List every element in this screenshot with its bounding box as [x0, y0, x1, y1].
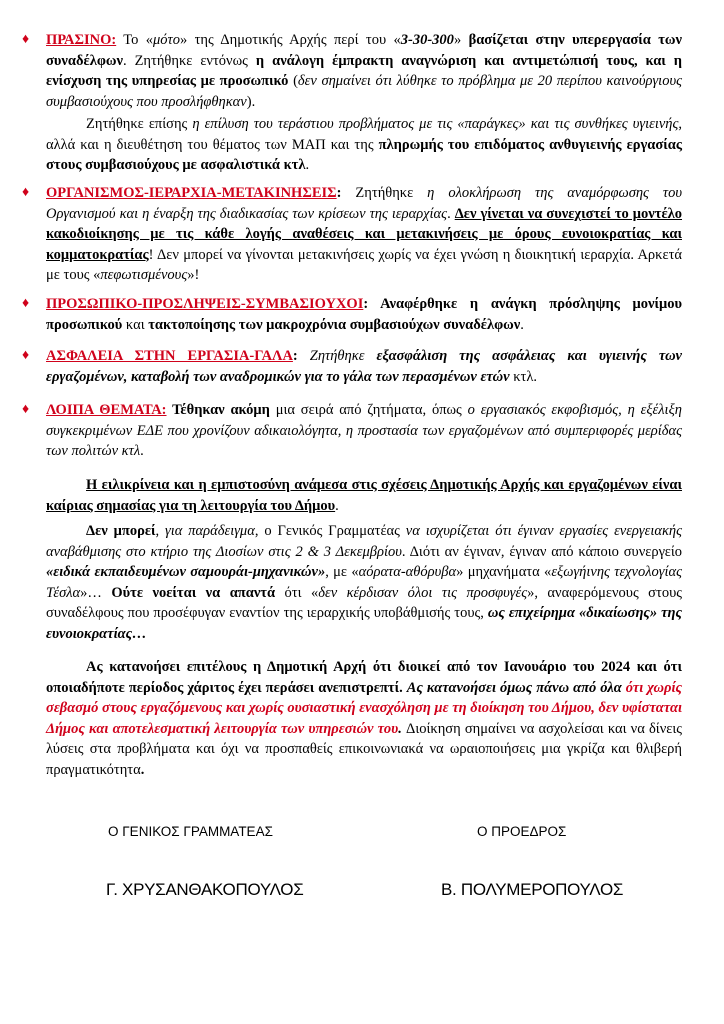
- section-prasino-paragraph-2: Ζητήθηκε επίσης η επίλυση του τεράστιου προβλήματος με τις «παράγκες» και τις συνθήκες υγιεινής, αλλά και η διευθέτηση του θέματος των ΜΑΠ και της πληρωμής του επιδόματος ανθυγιεινής εργασίας στους συμβασιούχους με ασφαλιστικά κτλ.: [46, 116, 682, 173]
- diamond-bullet-icon: ♦: [22, 348, 30, 363]
- section-heading: ΛΟΙΠΑ ΘΕΜΑΤΑ:: [46, 402, 167, 418]
- signature-title-secretary: Ο ΓΕΝΙΚΟΣ ΓΡΑΜΜΑΤΕΑΣ: [108, 824, 273, 839]
- section-prasino: ♦ ΠΡΑΣΙΝΟ: Το «μότο» της Δημοτικής Αρχής περί του «3-30-300» βασίζεται στην υπερεργασία των συναδέλφων. Ζητήθηκε εντόνως η ανάλογη έμπρακτη αναγνώριση και αντιμετώπισή τους, και η ενίσχυση της υπηρεσίας με προσωπικό (δεν σημαίνει ότι λύθηκε το πρόβλημα με 20 περίπου καινούργιους συμβασιούχους που προσλήφθηκαν).: [22, 32, 682, 110]
- final-paragraph: Ας κατανοήσει επιτέλους η Δημοτική Αρχή ότι διοικεί από τον Ιανουάριο του 2024 και ότι οποιαδήποτε περίοδος χάριτος έχει περάσει ανεπιστρεπτί. Ας κατανοήσει όμως πάνω από όλα ότι χωρίς σεβασμό στους εργαζόμενους και χωρίς ουσιαστική ενασχόληση με τη διοίκηση του Δήμου, δεν υφίσταται Δήμος και αποτελεσματική λειτουργία των υπηρεσιών του. Διοίκηση σημαίνει να ασχολείσαι και να δίνεις λύσεις στα προβλήματα και όχι να προσπαθείς επικοινωνιακά να ωραιοποιήσεις μια γκρίζα και θλιβερή πραγματικότητα.: [46, 659, 682, 778]
- section-heading: ΠΡΑΣΙΝΟ:: [46, 32, 117, 48]
- signature-name-president: Β. ΠΟΛΥΜΕΡΟΠΟΥΛΟΣ: [441, 880, 624, 899]
- diamond-bullet-icon: ♦: [22, 185, 30, 200]
- signature-title-president: Ο ΠΡΟΕΔΡΟΣ: [477, 824, 567, 839]
- section-organismos: ♦ ΟΡΓΑΝΙΣΜΟΣ-ΙΕΡΑΡΧΙΑ-ΜΕΤΑΚΙΝΗΣΕΙΣ: Ζητήθηκε η ολοκλήρωση της αναμόρφωσης του Οργανισμού και η έναρξη της διαδικασίας των κρίσεων της ιεραρχίας. Δεν γίνεται να συνεχιστεί το μοντέλο κακοδιοίκησης με τις κάθε λογής αναθέσεις και μετακινήσεις με όρους ευνοιοκρατίας και κομματοκρατίας! Δεν μπορεί να γίνονται μετακινήσεις χωρίς να έχει γνώση η διοικητική ιεραρχία. Αρκετά με τους «πεφωτισμένους»!: [22, 185, 683, 283]
- signature-name-secretary: Γ. ΧΡΥΣΑΝΘΑΚΟΠΟΥΛΟΣ: [106, 880, 304, 899]
- section-heading: ΑΣΦΑΛΕΙΑ ΣΤΗΝ ΕΡΓΑΣΙΑ-ΓΑΛΑ: [46, 348, 293, 364]
- section-heading: ΟΡΓΑΝΙΣΜΟΣ-ΙΕΡΑΡΧΙΑ-ΜΕΤΑΚΙΝΗΣΕΙΣ: [46, 185, 337, 201]
- diamond-bullet-icon: ♦: [22, 32, 30, 47]
- section-prosopiko: ♦ ΠΡΟΣΩΠΙΚΟ-ΠΡΟΣΛΗΨΕΙΣ-ΣΥΜΒΑΣΙΟΥΧΟΙ: Αναφέρθηκε η ανάγκη πρόσληψης μονίμου προσωπικού και τακτοποίησης των μακροχρόνια συμβασιούχων συναδέλφων.: [22, 296, 682, 333]
- diamond-bullet-icon: ♦: [22, 296, 30, 311]
- diamond-bullet-icon: ♦: [22, 402, 30, 417]
- trust-paragraph: Η ειλικρίνεια και η εμπιστοσύνη ανάμεσα στις σχέσεις Δημοτικής Αρχής και εργαζομένων είναι καίριας σημασίας για τη λειτουργία του Δήμου.: [46, 477, 682, 514]
- section-heading: ΠΡΟΣΩΠΙΚΟ-ΠΡΟΣΛΗΨΕΙΣ-ΣΥΜΒΑΣΙΟΥΧΟΙ: [46, 296, 364, 312]
- section-loipa-themata: ♦ ΛΟΙΠΑ ΘΕΜΑΤΑ: Τέθηκαν ακόμη μια σειρά από ζητήματα, όπως ο εργασιακός εκφοβισμός, η εξέλιξη συγκεκριμένων ΕΔΕ που χρονίζουν αδικαιολόγητα, η προστασία των εργαζομένων από συμπεριφορές μερίδας των πολιτών κτλ.: [22, 402, 682, 459]
- section-asfaleia: ♦ ΑΣΦΑΛΕΙΑ ΣΤΗΝ ΕΡΓΑΣΙΑ-ΓΑΛΑ: Ζητήθηκε εξασφάλιση της ασφάλειας και υγιεινής των εργαζομένων, καταβολή των αναδρομικών για το γάλα των περασμένων ετών κτλ.: [22, 348, 682, 385]
- secretary-general-paragraph: Δεν μπορεί, για παράδειγμα, ο Γενικός Γραμματέας να ισχυρίζεται ότι έγιναν εργασίες ενεργειακής αναβάθμισης στο κτήριο της Διοσίων στις 2 & 3 Δεκεμβρίου. Διότι αν έγιναν, έγιναν από κάποιο συνεργείο «ειδικά εκπαιδευμένων σαμουράι-μηχανικών», με «αόρατα-αθόρυβα» μηχανήματα «εξωγήινης τεχνολογίας Τέσλα»… Ούτε νοείται να απαντά ότι «δεν κέρδισαν όλοι τις προσφυγές», αναφερόμενους στους συναδέλφους που προσέφυγαν εναντίον της ιεραρχικής υποβάθμισής τους, ως επιχείρημα «δικαίωσης» της ευνοιοκρατίας…: [46, 523, 682, 642]
